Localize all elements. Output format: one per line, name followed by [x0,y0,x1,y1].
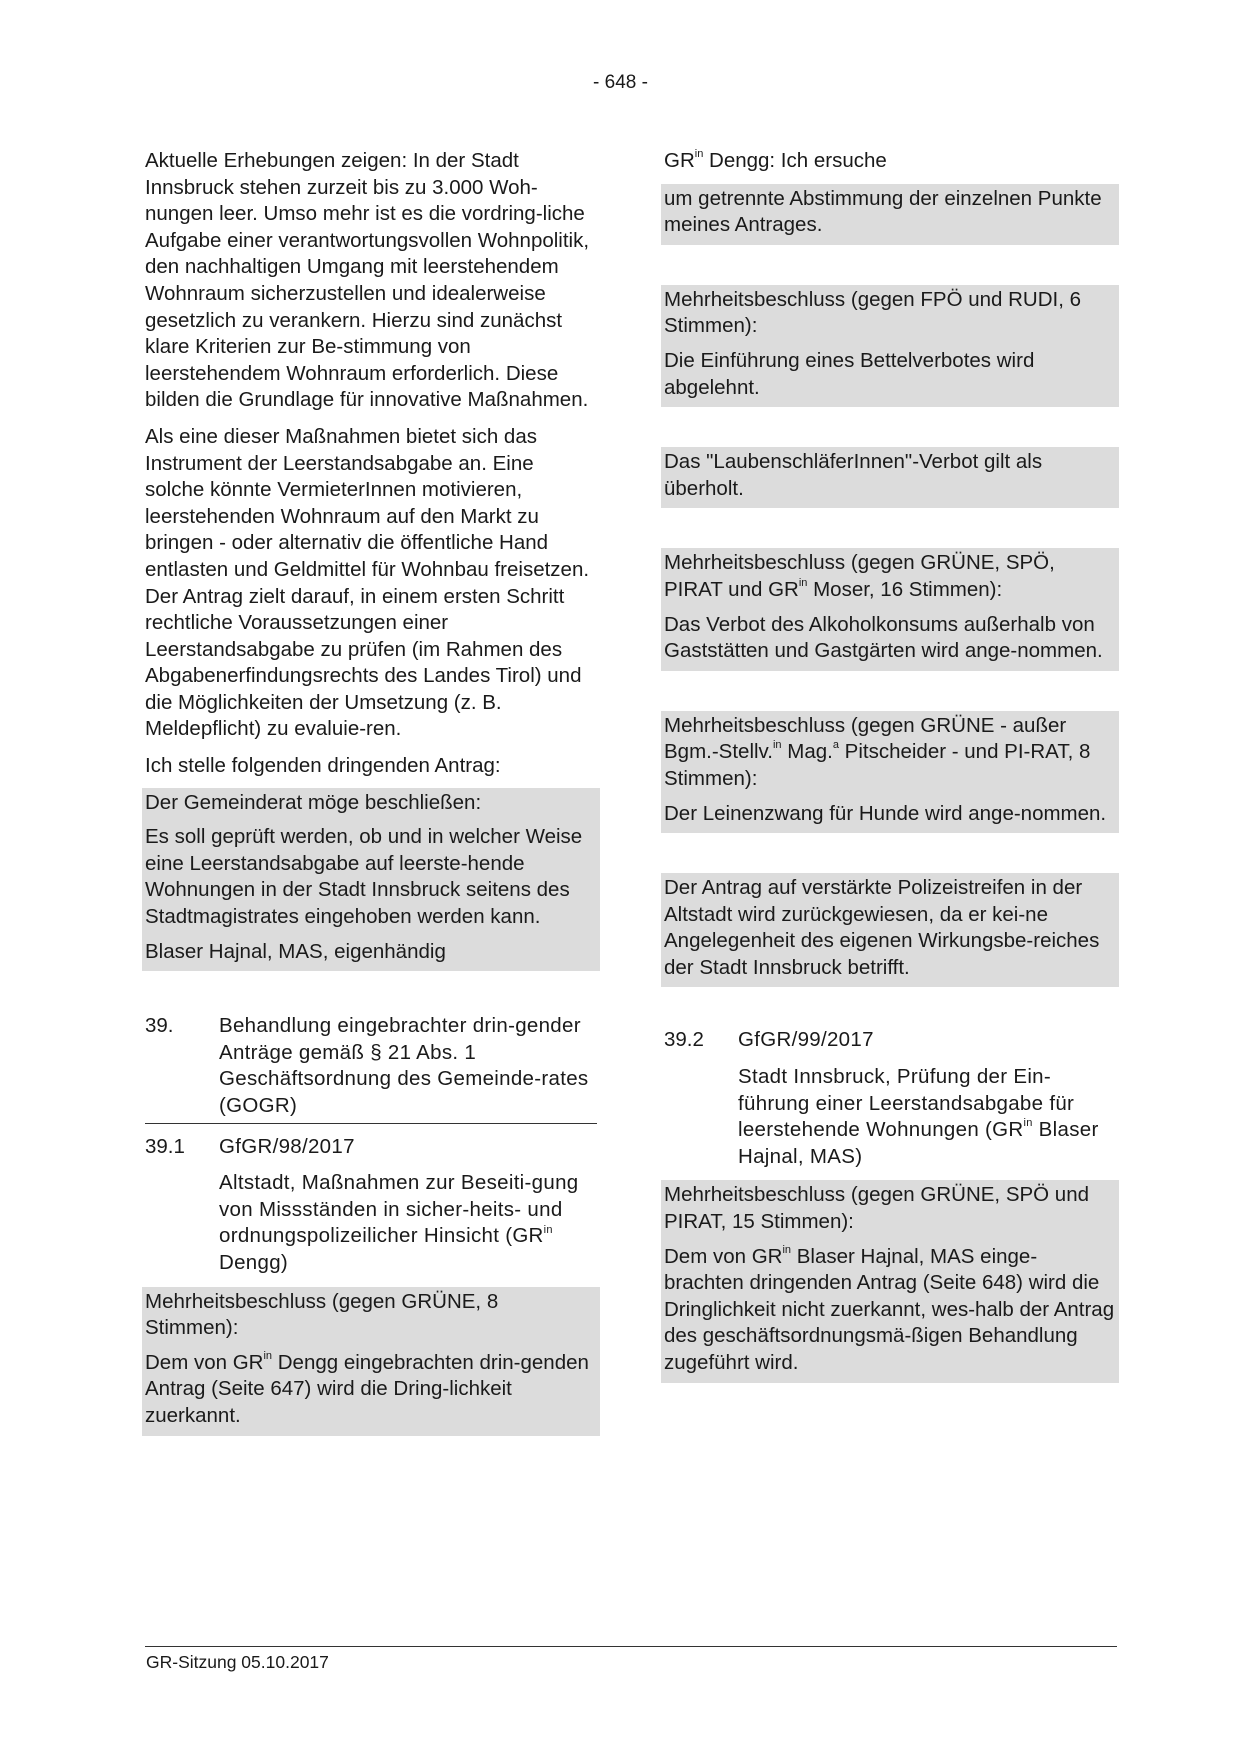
intro-paragraph-3: Ich stelle folgenden dringenden Antrag: [145,754,501,778]
separate-vote-request: $GR^{in}$ Dengg: Ich ersuche [664,148,887,172]
item-39-1 [145,1134,597,1277]
item-39-number: 39. [145,1014,174,1038]
begging-ban-vote: Mehrheitsbeschluss (gegen FPÖ und RUDI, 6 Stimmen): [664,287,1082,338]
item-39-2-result: Dem von $GR^{in}$ Blaser Hajnal, MAS einge-brachten dringenden Antrag (Seite 648) wird die Dringlichkeit nicht zuerkannt, wes-halb der Antrag des geschäftsordnungsmä-ßigen Behandlung zugeführt wird. [664,1243,1115,1374]
item-39-2 [664,1027,1116,1170]
item-39-2-reference: GfGR/99/2017 [738,1028,874,1052]
decision-leash-obligation [661,711,1119,833]
decision-arcade-sleeper-ban [661,447,1119,508]
leash-obligation-result: Der Leinenzwang für Hunde wird ange-nommen. [664,801,1107,825]
alcohol-ban-vote: Mehrheitsbeschluss (gegen GRÜNE, SPÖ, PIRAT und $GR^{in}$ Moser, 16 Stimmen): [664,551,1055,601]
separate-vote-text: um getrennte Abstimmung der einzelnen Punkte meines Antrages. [664,186,1102,237]
motion-heading: Der Gemeinderat möge beschließen: [145,790,482,814]
item-39-1-description: Altstadt, Maßnahmen zur Beseiti-gung von Missständen in sicher-heits- und ordnungspolizeilicher Hinsicht ($GR^{in}$ Dengg) [219,1171,579,1274]
item-39-1-decision-box [142,1287,600,1436]
decision-alcohol-ban [661,548,1119,670]
police-patrols-result: Der Antrag auf verstärkte Polizeistreifen in der Altstadt wird zurückgewiesen, da er kei-ne Angelegenheit des eigenen Wirkungsbe-reiches der Stadt Innsbruck betrifft. [664,876,1100,979]
begging-ban-result: Die Einführung eines Bettelverbotes wird abgelehnt. [664,348,1035,399]
item-39-1-result: Dem von $GR^{in}$ Dengg eingebrachten drin-genden Antrag (Seite 647) wird die Dring-lichkeit zuerkannt. [145,1349,589,1427]
decision-begging-ban [661,285,1119,407]
motion-box [142,788,600,972]
footer-divider [145,1646,1117,1647]
item-39-2-number: 39.2 [664,1028,704,1052]
left-column [145,148,597,1436]
arcade-sleeper-ban-result: Das "LaubenschläferInnen"-Verbot gilt als überholt. [664,450,1043,500]
item-39-1-number: 39.1 [145,1134,185,1158]
item-39-1-reference: GfGR/98/2017 [219,1134,355,1158]
motion-signature: Blaser Hajnal, MAS, eigenhändig [145,939,446,963]
intro-paragraph-1: Aktuelle Erhebungen zeigen: In der Stadt Innsbruck stehen zurzeit bis zu 3.000 Woh-nungen leer. Umso mehr ist es die vordring-liche Aufgabe einer verantwortungsvollen Wohnpolitik, den nachhaltigen Umgang mit leerstehendem Wohnraum sicherzustellen und idealerweise gesetzlich zu verankern. Hierzu sind zunächst klare Kriterien zur Be-stimmung von leerstehendem Wohnraum erforderlich. Diese bilden die Grundlage für innovative Maßnahmen. [145,149,590,412]
right-column [664,148,1116,1383]
leash-obligation-vote: Mehrheitsbeschluss (gegen GRÜNE - außer Bgm.-Stellv.$^{in}$ Mag.$^a$ Pitscheider - und PI-RAT, 8 Stimmen): [664,713,1091,790]
alcohol-ban-result: Das Verbot des Alkoholkonsums außerhalb von Gaststätten und Gastgärten wird ange-nommen. [664,612,1103,663]
item-39-title: Behandlung eingebrachter drin-gender Anträge gemäß § 21 Abs. 1 Geschäftsordnung des Gemeinde-rates (GOGR) [219,1014,589,1117]
item-39-2-vote: Mehrheitsbeschluss (gegen GRÜNE, SPÖ und PIRAT, 15 Stimmen): [664,1183,1090,1234]
page-number: - 648 - [593,72,648,93]
motion-text: Es soll geprüft werden, ob und in welcher Weise eine Leerstandsabgabe auf leerste-hende Wohnungen in der Stadt Innsbruck seitens des Stadtmagistrates eingehoben werden kann. [145,825,583,929]
intro-paragraph-2: Als eine dieser Maßnahmen bietet sich das Instrument der Leerstandsabgabe an. Eine solche könnte VermieterInnen motivieren, leerstehenden Wohnraum auf den Markt zu bringen - oder alternativ die öffentliche Hand entlasten und Geldmittel für Wohnbau freisetzen. Der Antrag zielt darauf, in einem ersten Schritt rechtliche Voraussetzungen einer Leerstandsabgabe zu prüfen (im Rahmen des Abgabenerfindungsrechts des Landes Tirol) und die Möglichkeiten der Umsetzung (z. B. Meldepflicht) zu evaluie-ren. [145,424,590,741]
separate-vote-box [661,184,1119,245]
item-39-2-decision-box [661,1180,1119,1382]
footer-session: GR-Sitzung 05.10.2017 [146,1652,329,1672]
decision-police-patrols [661,873,1119,987]
item-39-1-vote: Mehrheitsbeschluss (gegen GRÜNE, 8 Stimmen): [145,1289,499,1340]
item-39-2-description: Stadt Innsbruck, Prüfung der Ein-führung einer Leerstandsabgabe für leerstehende Wohnungen ($GR^{in}$ Blaser Hajnal, MAS) [738,1065,1099,1168]
item-39 [145,1013,597,1123]
